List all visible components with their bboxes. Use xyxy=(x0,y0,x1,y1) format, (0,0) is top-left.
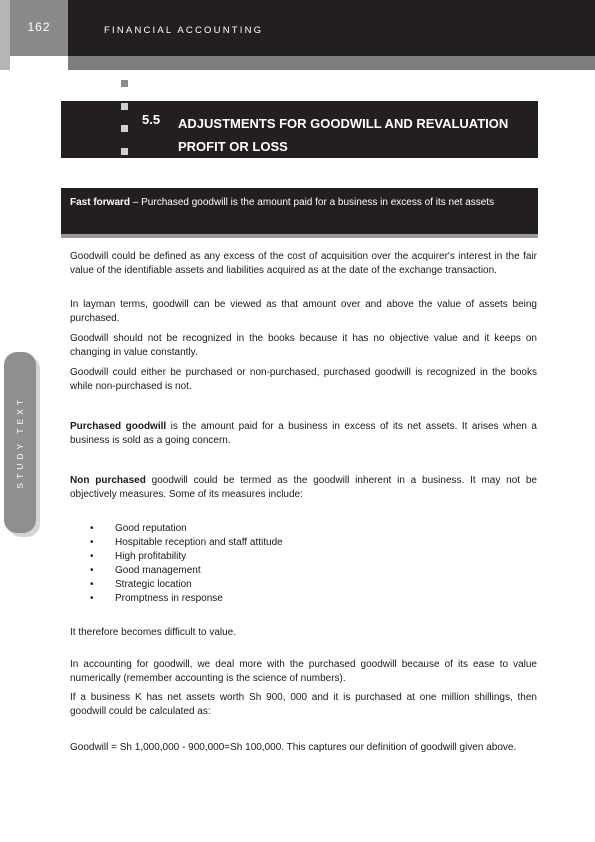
list-item xyxy=(90,536,490,550)
list-item xyxy=(90,578,490,592)
paragraph-definition: Goodwill could be defined as any excess of the cost of acquisition over the acquirer's interest in the fair value of the identifiable assets and liabilities acquired as at the date of the exchange transaction. xyxy=(70,251,537,276)
section-number: 5.5 xyxy=(142,112,161,127)
bullet-icon: • xyxy=(90,537,94,548)
list-item-text: Good reputation xyxy=(115,523,187,534)
paragraph-difficult: It therefore becomes difficult to value. xyxy=(70,627,237,638)
paragraph-recognition: Goodwill should not be recognized in the books because it has no objective value and it keeps on changing in value constantly. xyxy=(70,333,537,358)
paragraph-purchased-goodwill xyxy=(70,420,537,448)
paragraph-calculation: Goodwill = Sh 1,000,000 - 900,000=Sh 100,000. This captures our definition of goodwill given above. xyxy=(70,742,517,753)
paragraph-accounting: In accounting for goodwill, we deal more with the purchased goodwill because of its ease to value numerically (remember accounting is the science of numbers). xyxy=(70,659,537,684)
paragraph-text: goodwill could be termed as the goodwill inherent in a business. It may not be objectively measures. Some of its measures include: xyxy=(70,475,537,500)
list-item-text: Hospitable reception and staff attitude xyxy=(115,537,283,548)
bullet-icon: • xyxy=(90,551,94,562)
fast-forward-text xyxy=(70,196,534,210)
list-item xyxy=(90,592,490,606)
book-title: FINANCIAL ACCOUNTING xyxy=(104,25,264,36)
decorative-square xyxy=(121,125,128,132)
paragraph-example: If a business K has net assets worth Sh 900, 000 and it is purchased at one million shillings, then goodwill could be calculated as: xyxy=(70,692,537,717)
list-item-text: Strategic location xyxy=(115,579,192,590)
bullet-icon: • xyxy=(90,593,94,604)
fast-forward-body: – Purchased goodwill is the amount paid for a business in excess of its net assets xyxy=(130,197,495,208)
decorative-square xyxy=(121,103,128,110)
side-tab-label-wrap xyxy=(4,352,36,533)
list-item xyxy=(90,550,490,564)
bullet-icon: • xyxy=(90,565,94,576)
page-number: 162 xyxy=(27,20,51,34)
decorative-square xyxy=(121,80,128,87)
header-underbar xyxy=(68,56,595,70)
bullet-icon: • xyxy=(90,523,94,534)
paragraph-non-purchased xyxy=(70,474,537,502)
decorative-square xyxy=(121,148,128,155)
side-tab-label: STUDY TEXT xyxy=(15,396,25,489)
list-item xyxy=(90,564,490,578)
header-grey-strip xyxy=(0,0,10,70)
paragraph-layman: In layman terms, goodwill can be viewed as that amount over and above the value of assets being purchased. xyxy=(70,299,537,324)
bullet-icon: • xyxy=(90,579,94,590)
term-purchased-goodwill: Purchased goodwill xyxy=(70,421,167,432)
fast-forward-box xyxy=(61,188,538,234)
list-item-text: Good management xyxy=(115,565,201,576)
list-item-text: High profitability xyxy=(115,551,187,562)
paragraph-types: Goodwill could either be purchased or non-purchased, purchased goodwill is recognized in the books while non-purchased is not. xyxy=(70,367,537,392)
paragraph-text: is the amount paid for a business in excess of its net assets. It arises when a business is sold as a going concern. xyxy=(70,421,537,446)
measures-list xyxy=(90,522,490,606)
fast-forward-shadow xyxy=(61,234,538,238)
list-item-text: Promptness in response xyxy=(115,593,223,604)
section-title: ADJUSTMENTS FOR GOODWILL AND REVALUATION PROFIT OR LOSS xyxy=(178,116,509,154)
term-non-purchased: Non purchased xyxy=(70,475,146,486)
fast-forward-label: Fast forward xyxy=(70,197,131,208)
list-item xyxy=(90,522,490,536)
